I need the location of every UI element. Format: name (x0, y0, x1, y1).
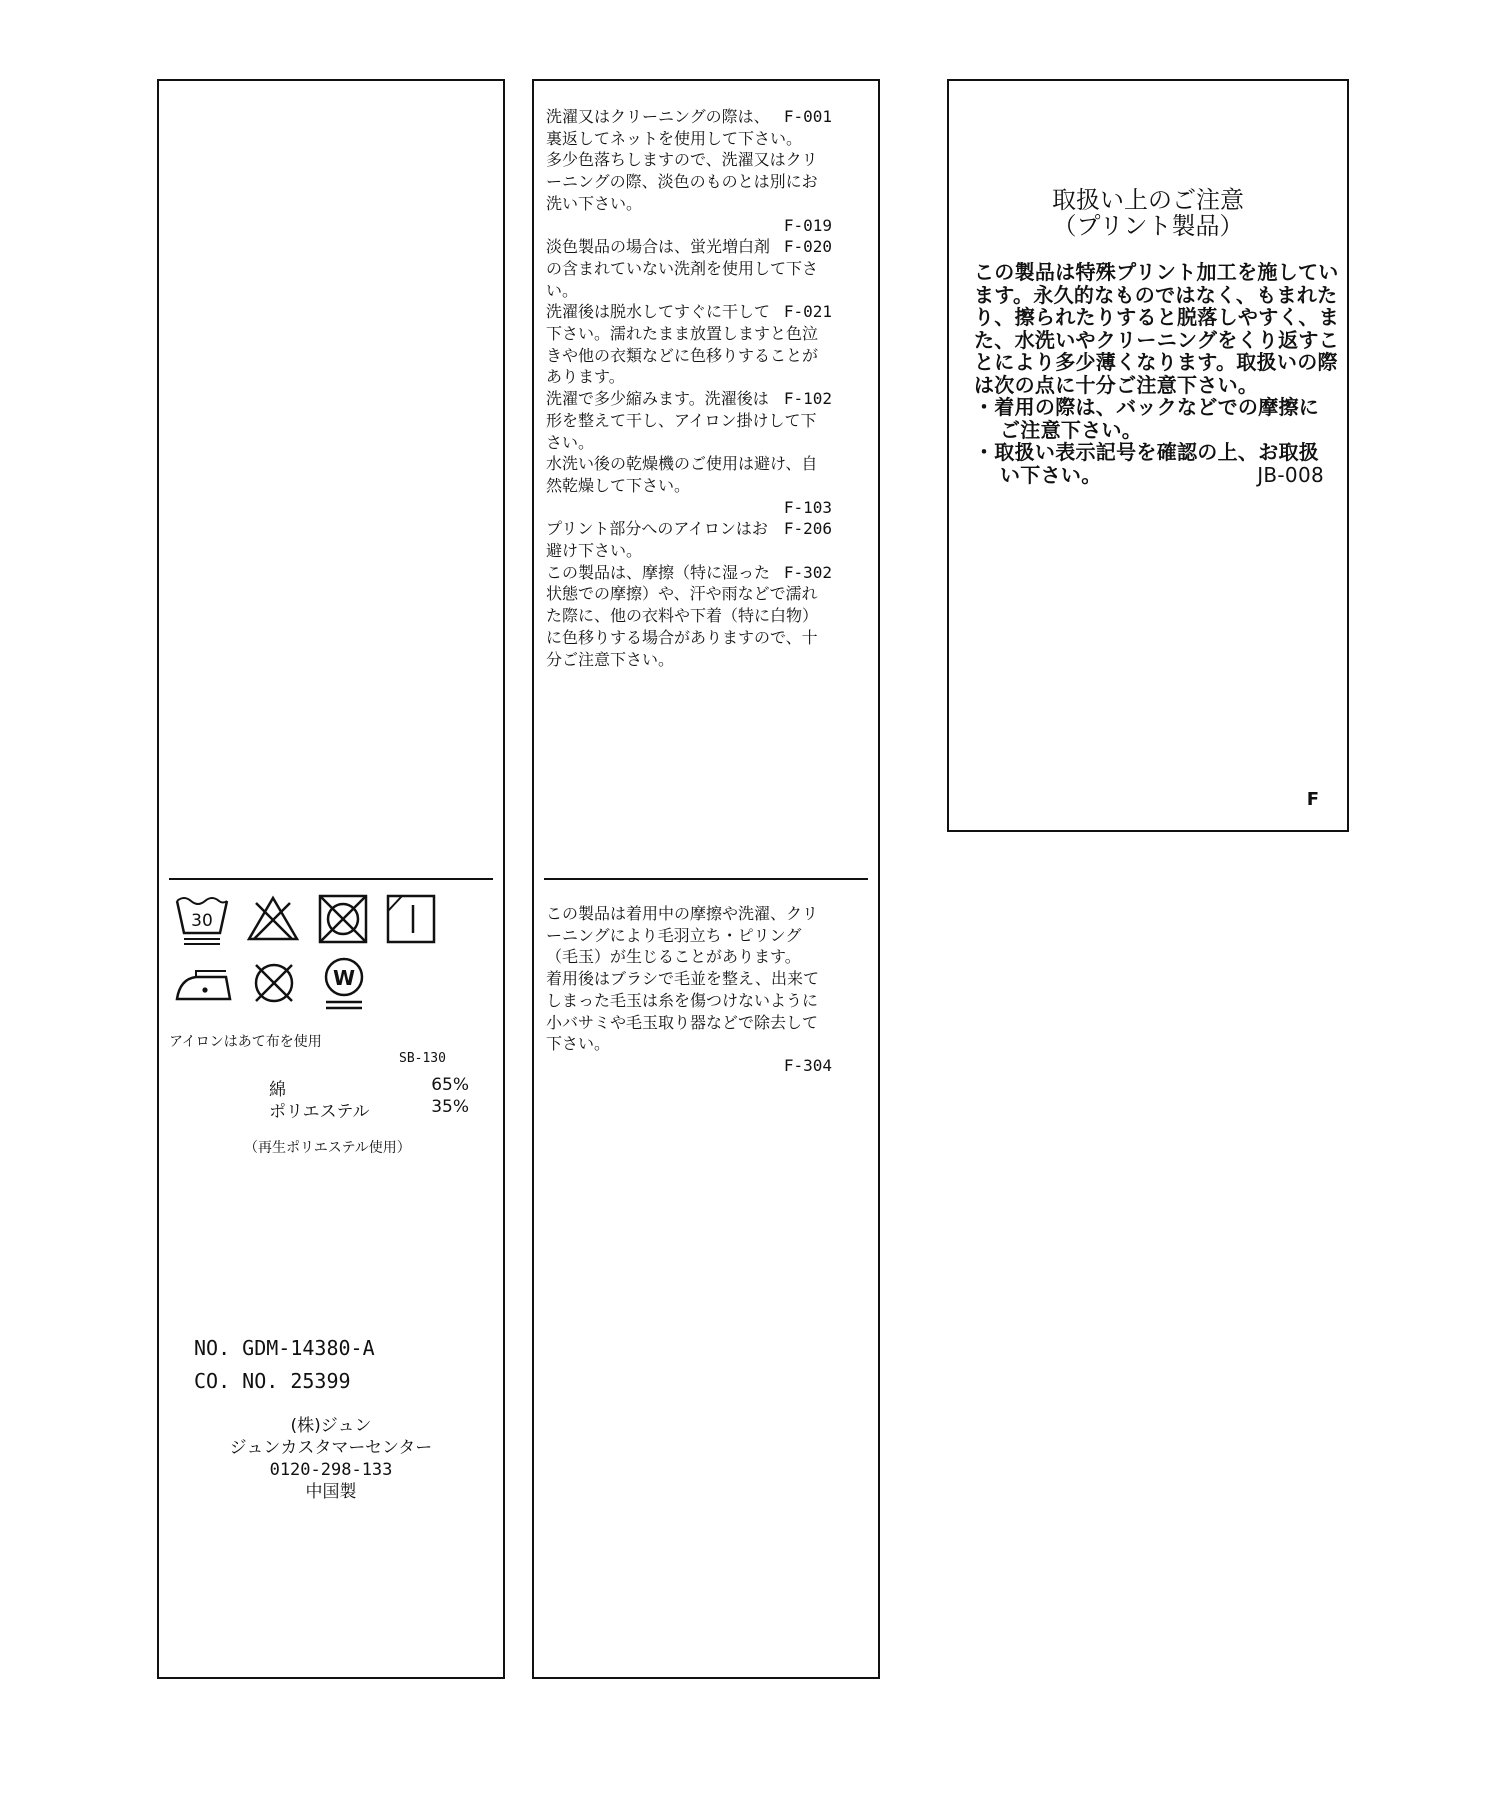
notice-text: プリント部分へのアイロンはお避け下さい。 (546, 519, 768, 561)
notice-text (546, 301, 832, 388)
notice-code: F-020 (783, 237, 832, 257)
label-mark: F (1306, 789, 1319, 810)
iron-low-icon (174, 965, 234, 1005)
bullet-item (974, 441, 1339, 486)
notice-code: F-102 (783, 389, 832, 409)
notice-text (546, 562, 832, 671)
notice-list (546, 106, 832, 670)
wash-temp-text: 30 (191, 911, 213, 931)
care-note: アイロンはあて布を使用 (169, 1034, 322, 1050)
notice-text: 洗濯後は脱水してすぐに干して下さい。濡れたまま放置しますと色泣きや他の衣類などに色移りすることがあります。 (546, 302, 819, 387)
notice-text: 洗濯又はクリーニングの際は、裏返してネットを使用して下さい。 (546, 107, 803, 148)
pilling-notice (546, 903, 832, 1077)
country-of-origin: 中国製 (305, 1482, 357, 1502)
company-info (159, 1415, 503, 1503)
notice-item (546, 562, 832, 671)
model-number: NO. GDM-14380-A (194, 1336, 375, 1360)
notice-text (546, 106, 832, 149)
notice-item (546, 388, 832, 453)
recycled-note: （再生ポリエステル使用） (244, 1140, 411, 1156)
notice-code: F-304 (783, 1055, 832, 1075)
no-tumble-dry-icon (317, 893, 369, 945)
care-label-middle (532, 79, 880, 1679)
notice-text (546, 518, 832, 561)
bullet-text: ・取扱い表示記号を確認の上、お取扱い下さい。 (974, 440, 1320, 487)
notice-item (546, 149, 832, 236)
fiber-row (269, 1097, 469, 1122)
notice-code: F-001 (783, 107, 832, 126)
fiber-percent: 35% (431, 1097, 469, 1117)
notice-item (546, 236, 832, 301)
notice-item (546, 301, 832, 388)
customer-center: ジュンカスタマーセンター (229, 1438, 433, 1458)
notice-code: F-302 (783, 562, 832, 582)
notice-text: 多少色落ちしますので、洗濯又はクリーニングの際、淡色のものとは別にお洗い下さい。 (546, 150, 818, 213)
phone-number: 0120-298-133 (269, 1460, 393, 1480)
notice-code: F-103 (783, 497, 832, 517)
co-number: CO. NO. 25399 (194, 1369, 351, 1393)
label-divider (544, 878, 868, 880)
print-notice-body (974, 261, 1339, 486)
notice-code: JB-008 (1257, 462, 1324, 487)
care-label-left (157, 79, 505, 1679)
wash-tub-30-icon (174, 893, 230, 947)
company-name: (株)ジュン (290, 1416, 372, 1436)
notice-title: 取扱い上のご注意 (1052, 186, 1244, 214)
print-notice-text: この製品は特殊プリント加工を施しています。永久的なものではなく、もまれたり、擦られたりすると脱落しやすく、また、水洗いやクリーニングをくり返すことにより多少薄くなります。取扱いの際は次の点に十分ご注意下さい。 (974, 260, 1339, 397)
fiber-name: 綿 (269, 1080, 286, 1100)
notice-code: F-019 (783, 215, 832, 235)
notice-item (546, 106, 832, 149)
bullet-item: ・着用の際は、バックなどでの摩擦にご注意下さい。 (974, 395, 1320, 442)
wet-clean-letter: W (332, 966, 356, 990)
label-divider (169, 878, 493, 880)
notice-code: F-206 (783, 519, 832, 539)
notice-item (546, 518, 832, 561)
pilling-notice-text: この製品は着用中の摩擦や洗濯、クリーニングにより毛羽立ち・ピリング（毛玉）が生じることがあります。 着用後はブラシで毛並を整え、出来てしまった毛玉は糸を傷つけないように小バサミや毛玉取り器などで除去して下さい。 (546, 904, 819, 1054)
notice-subtitle: （プリント製品） (1052, 212, 1244, 240)
line-dry-icon (385, 893, 437, 945)
no-bleach-icon (246, 895, 300, 943)
notice-code: F-021 (783, 302, 832, 322)
no-dry-clean-icon (250, 959, 298, 1007)
notice-text: 水洗い後の乾燥機のご使用は避け、自然乾燥して下さい。 (546, 454, 818, 495)
notice-text: この製品は、摩擦（特に湿った状態での摩擦）や、汗や雨などで濡れた際に、他の衣料や下着（特に白物）に色移りする場合がありますので、十分ご注意下さい。 (546, 562, 819, 669)
notice-text: 洗濯で多少縮みます。洗濯後は形を整えて干し、アイロン掛けして下さい。 (546, 389, 817, 452)
notice-item (546, 453, 832, 518)
fiber-name: ポリエステル (269, 1102, 370, 1122)
notice-heading (949, 187, 1347, 239)
print-care-label (947, 79, 1349, 832)
care-code: SB-130 (399, 1051, 446, 1066)
notice-text (546, 388, 832, 453)
fiber-percent: 65% (431, 1075, 469, 1095)
notice-text: 淡色製品の場合は、蛍光増白剤の含まれていない洗剤を使用して下さい。 (546, 237, 819, 300)
wet-clean-mild-icon (319, 955, 369, 1011)
notice-text (546, 236, 832, 301)
